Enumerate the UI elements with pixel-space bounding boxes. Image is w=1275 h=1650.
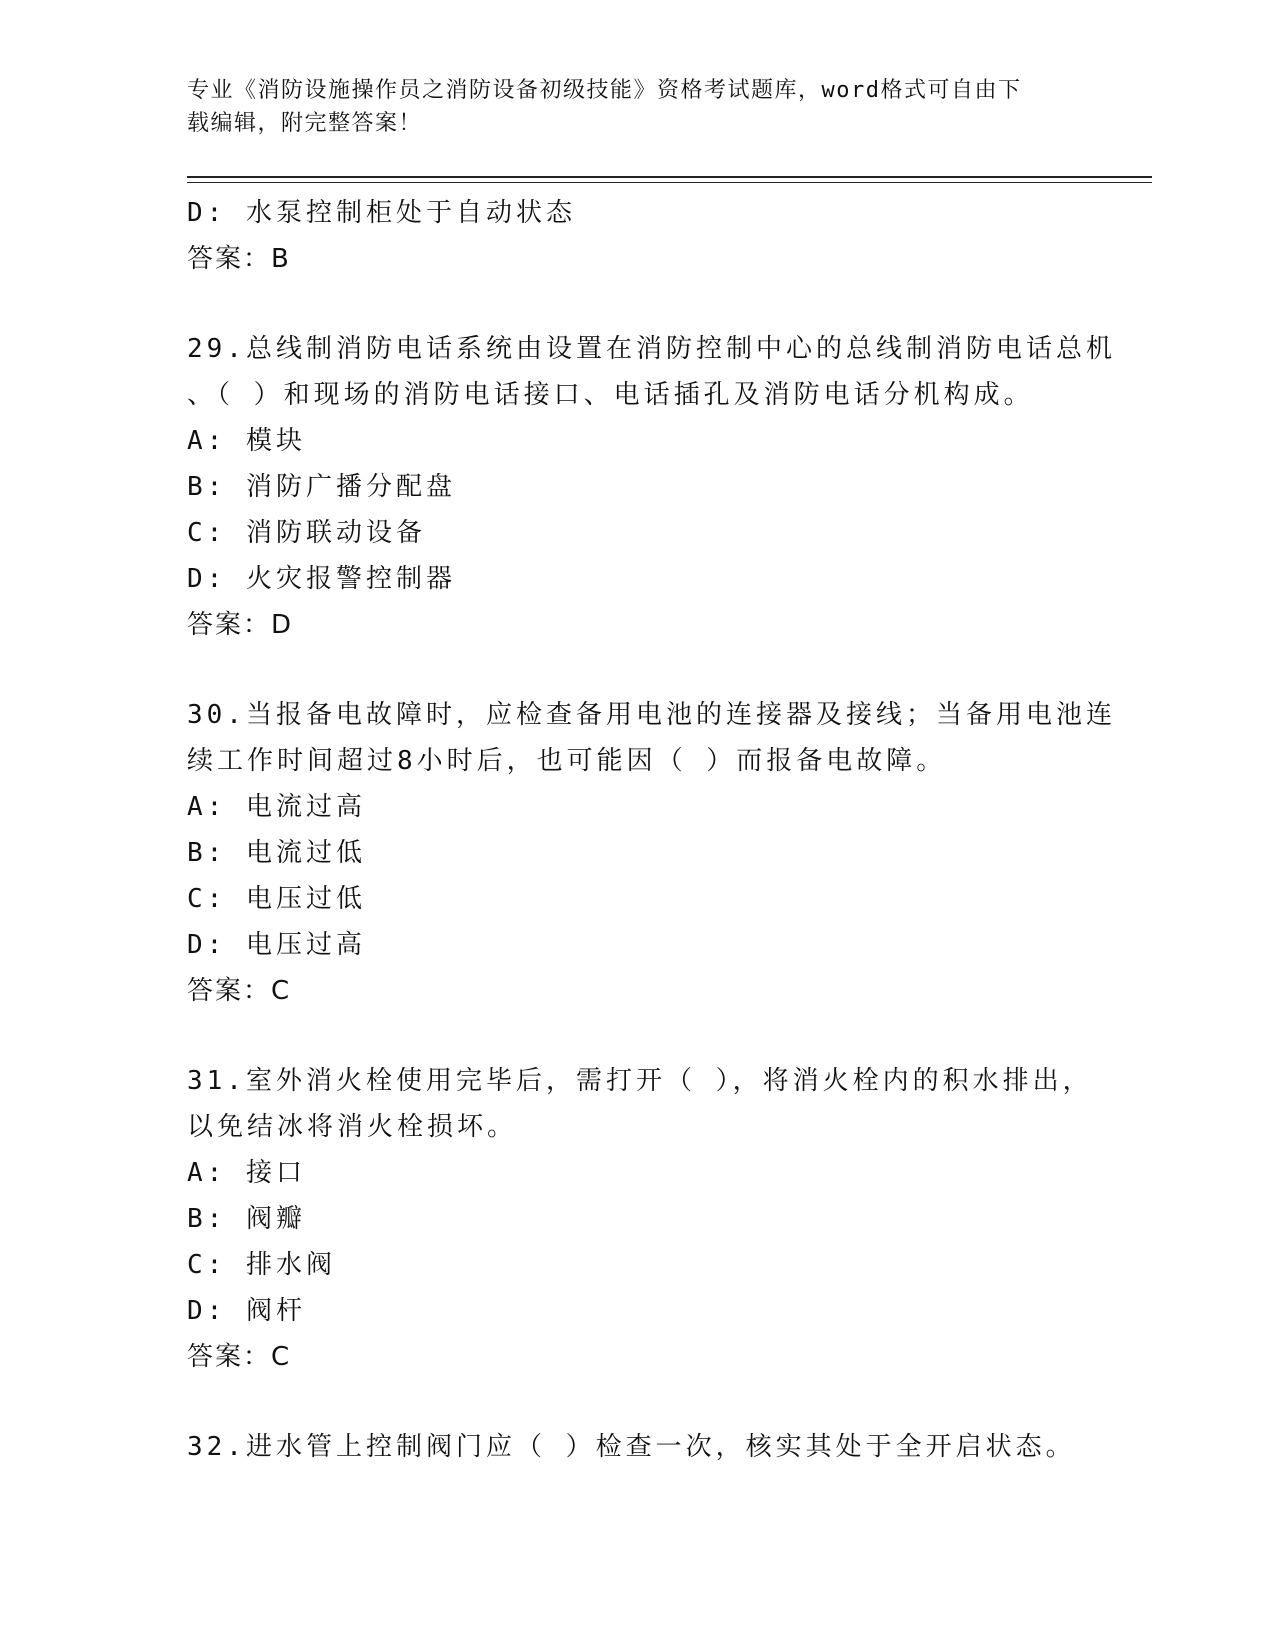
header-divider-thin: [187, 182, 1152, 183]
option-c: C: 电压过低: [187, 884, 366, 914]
option-b: B: 消防广播分配盘: [187, 472, 456, 502]
option-d: D: 电压过高: [187, 930, 366, 960]
question-text: 、（ ）和现场的消防电话接口、电话插孔及消防电话分机构成。: [187, 380, 1034, 410]
question-list: [187, 190, 1116, 1470]
question-31: [187, 1058, 1093, 1380]
question-text: 32.进水管上控制阀门应（ ）检查一次，核实其处于全开启状态。: [187, 1432, 1076, 1462]
header-line-2: 载编辑，附完整答案！: [187, 111, 423, 136]
previous-question-tail: [187, 190, 1087, 282]
option-d: D: 水泵控制柜处于自动状态: [187, 198, 576, 228]
header-line-1: 专业《消防设施操作员之消防设备初级技能》资格考试题库，word格式可自由下: [187, 78, 1022, 103]
option-b: B: 电流过低: [187, 838, 366, 868]
option-b: B: 阀瓣: [187, 1204, 306, 1234]
question-29: [187, 326, 1116, 648]
option-d: D: 火灾报警控制器: [187, 564, 456, 594]
answer-line: 答案：C: [187, 976, 292, 1006]
question-text: 以免结冰将消火栓损坏。: [187, 1112, 518, 1142]
document-header: [187, 74, 1067, 140]
option-a: A: 电流过高: [187, 792, 366, 822]
question-text: 续工作时间超过8小时后，也可能因（ ）而报备电故障。: [187, 746, 947, 776]
question-30: [187, 692, 1116, 1014]
question-32: [187, 1424, 1087, 1470]
answer-line: 答案：C: [187, 1342, 292, 1372]
option-c: C: 消防联动设备: [187, 518, 426, 548]
option-a: A: 模块: [187, 426, 306, 456]
option-d: D: 阀杆: [187, 1296, 306, 1326]
answer-line: 答案：D: [187, 610, 294, 640]
answer-line: 答案：B: [187, 244, 291, 274]
option-a: A: 接口: [187, 1158, 306, 1188]
option-c: C: 排水阀: [187, 1250, 336, 1280]
header-divider-thick: [187, 176, 1152, 178]
question-text: 29.总线制消防电话系统由设置在消防控制中心的总线制消防电话总机: [187, 334, 1116, 364]
question-text: 31.室外消火栓使用完毕后，需打开（ ），将消火栓内的积水排出，: [187, 1066, 1093, 1096]
question-text: 30.当报备电故障时，应检查备用电池的连接器及接线；当备用电池连: [187, 700, 1116, 730]
